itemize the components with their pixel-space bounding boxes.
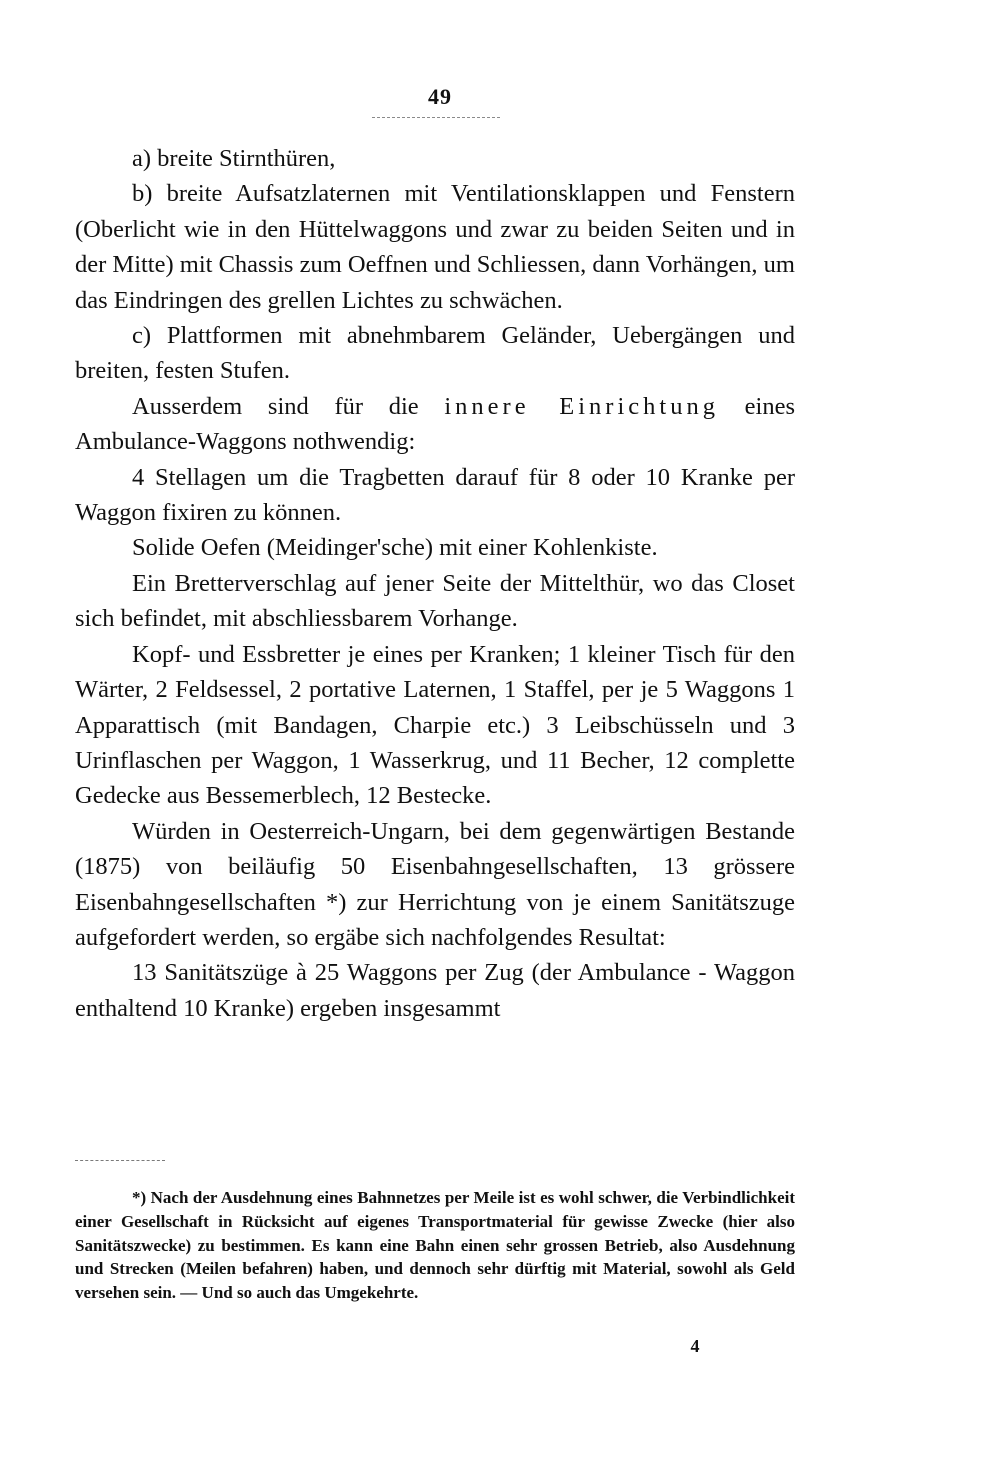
page-number: 49	[428, 84, 452, 109]
footnote-rule	[75, 1160, 165, 1161]
paragraph-stellagen: 4 Stellagen um die Tragbetten darauf für 8 oder 10 Kranke per Waggon fixiren zu können.	[75, 463, 795, 527]
footnote-text: *) Nach der Ausdehnung eines Bahnnetzes per Meile ist es wohl schwer, die Verbindlichkeit einer Gesellschaft in Rücksicht auf eigenes Transportmaterial für gewisse Zwecke (hier also Sanitätszwecke) zu bestimmen. Es kann eine Bahn einen sehr grossen Betrieb, also Ausdehnung und Strecken (Meilen befahren) haben, und dennoch sehr dürftig mit Material, sowohl als Geld versehen sein. — Und so auch das Umgekehrte.	[75, 1188, 795, 1303]
signature-mark: 4	[690, 1336, 700, 1356]
paragraph-c: c) Plattformen mit abnehmbarem Geländer, Uebergängen und breiten, festen Stufen.	[75, 322, 795, 385]
paragraph-innere-einrichtung	[75, 389, 795, 460]
paragraph-oefen: Solide Oefen (Meidinger'sche) mit einer Kohlenkiste.	[132, 534, 658, 562]
footnote	[75, 1186, 795, 1305]
text-segment: Ausserdem sind für die	[132, 392, 445, 420]
paragraph-b: b) breite Aufsatzlaternen mit Ventilationsklappen und Fenstern (Oberlicht wie in den Hüttelwaggons und zwar zu beiden Seiten und in der Mitte) mit Chassis zum Oeffnen und Schliessen, dann Vorhängen, um das Eindringen des grellen Lichtes zu schwächen.	[75, 180, 795, 314]
body-text	[75, 141, 795, 1026]
paragraph-bretterverschlag: Ein Bretterverschlag auf jener Seite der Mittelthür, wo das Closet sich befindet, mit abschliessbarem Vorhange.	[75, 569, 795, 633]
paragraph-a: a) breite Stirnthüren,	[132, 145, 336, 172]
spaced-emphasis: innere Einrichtung	[444, 392, 719, 420]
header-rule	[372, 117, 500, 118]
paragraph-ausstattung: Kopf- und Essbretter je eines per Kranken; 1 kleiner Tisch für den Wärter, 2 Feldsessel, 2 portative Laternen, 1 Staffel, per je 5 Waggons 1 Apparattisch (mit Bandagen, Charpie etc.) 3 Leibschüsseln und 3 Urinflaschen per Waggon, 1 Wasserkrug, und 11 Becher, 12 complette Gedecke aus Bessemerblech, 12 Bestecke.	[75, 640, 795, 810]
paragraph-oesterreich-ungarn: Würden in Oesterreich-Ungarn, bei dem gegenwärtigen Bestande (1875) von beiläufig 50 Eisenbahngesellschaften, 13 grössere Eisenbahngesellschaften *) zur Herrichtung von je einem Sanitätszuge aufgefordert werden, so ergäbe sich nachfolgendes Resultat:	[75, 817, 795, 951]
paragraph-sanitaetszuege: 13 Sanitätszüge à 25 Waggons per Zug (der Ambulance - Waggon enthaltend 10 Kranke) ergeben insgesammt	[75, 959, 795, 1022]
text-segment: eines Ambulance-Waggons nothwendig:	[75, 392, 795, 456]
